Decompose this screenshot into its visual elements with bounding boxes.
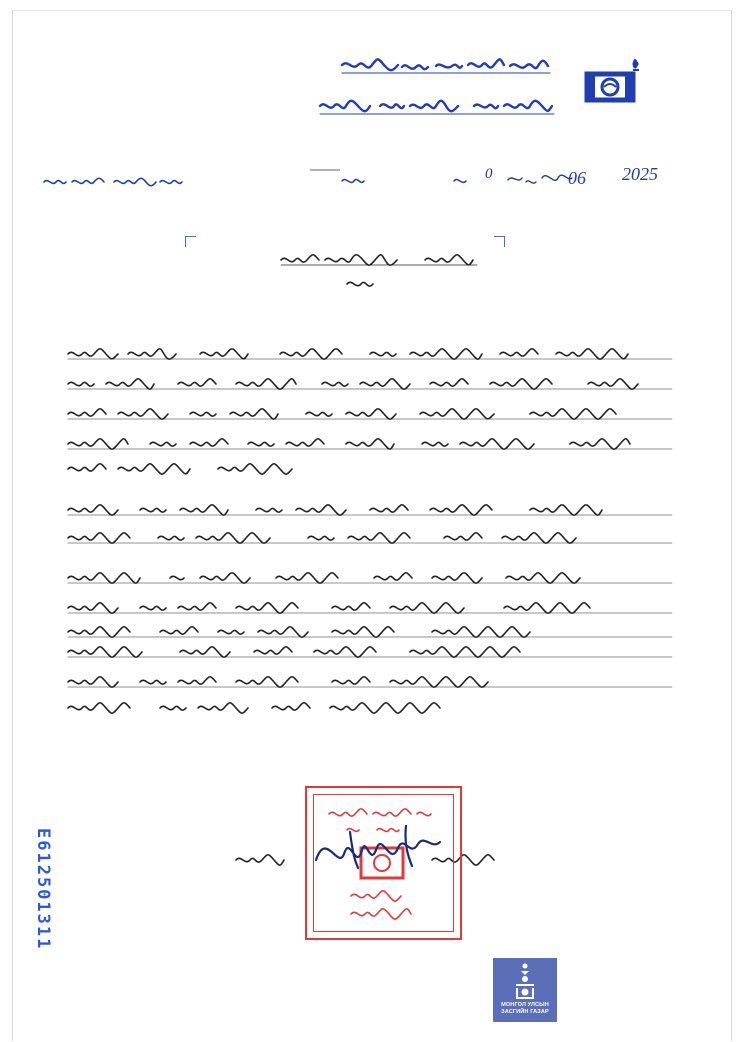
paragraph-2	[68, 505, 672, 544]
paragraph-1	[68, 349, 672, 475]
addressee-block	[185, 236, 505, 306]
reference-label-num	[452, 174, 472, 188]
addressee-corner-right	[494, 236, 505, 247]
letter-body	[60, 332, 680, 722]
issuer-line-1	[340, 53, 555, 83]
addressee-corner-left	[185, 236, 196, 247]
serial-number	[30, 828, 56, 1004]
reference-date-2025: 2025	[622, 164, 658, 184]
government-logo	[493, 958, 557, 1022]
serial-number-text: E612501311	[33, 828, 53, 951]
reference-separator	[310, 168, 340, 172]
reference-label-left	[42, 174, 202, 190]
handwritten-signature	[310, 812, 460, 882]
soyombo-icon	[512, 963, 538, 999]
reference-number-06: 06	[568, 168, 586, 188]
reference-number-handwritten: 0	[485, 166, 493, 182]
reference-label-mid	[340, 174, 366, 188]
paragraph-3	[68, 573, 672, 714]
government-emblem-icon	[582, 58, 642, 108]
issuer-line-2	[318, 92, 558, 124]
addressee-line-2	[345, 276, 385, 294]
addressee-line-1	[279, 250, 479, 272]
reference-row	[40, 160, 700, 200]
government-logo-text: МОНГОЛ УЛСЫН ЗАСГИЙН ГАЗАР	[501, 1002, 549, 1015]
